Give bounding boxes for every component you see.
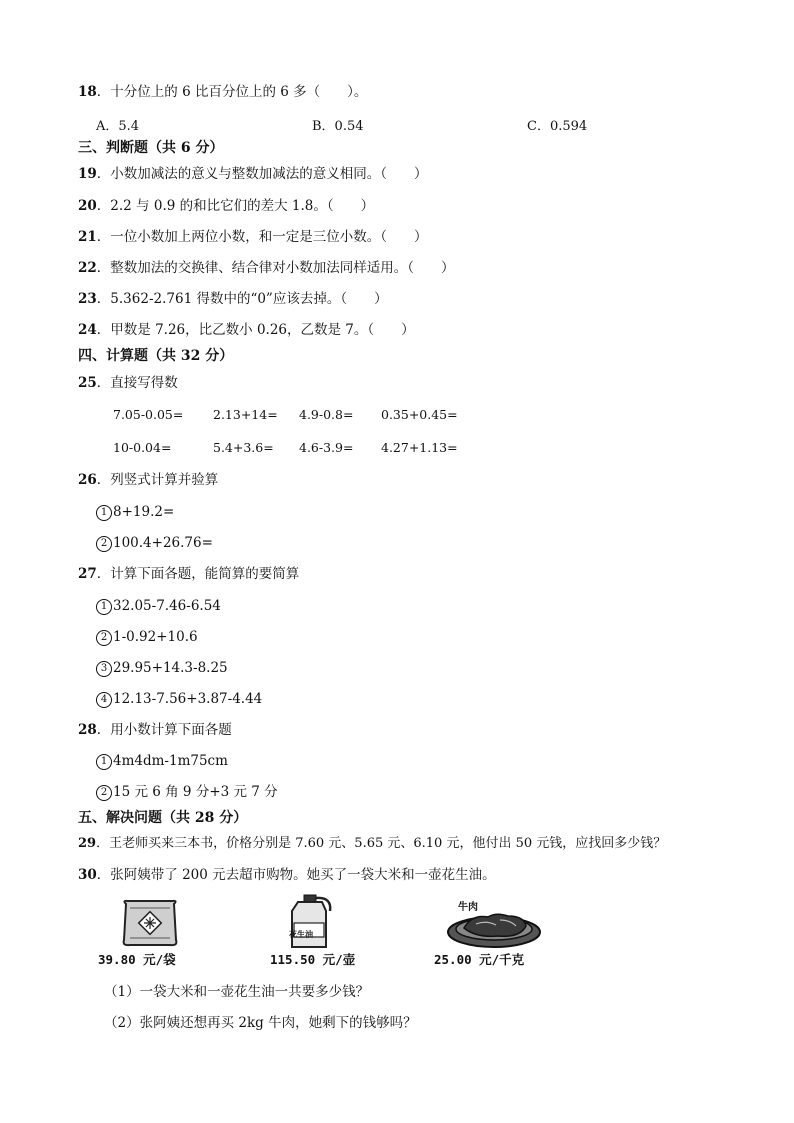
rice-bag-icon bbox=[116, 898, 184, 948]
question-30: 30．张阿姨带了 200 元去超市购物。她买了一袋大米和一壶花生油。 bbox=[78, 867, 496, 883]
question-26: 26．列竖式计算并验算 bbox=[78, 472, 219, 488]
sub-item: 1 8+19.2= bbox=[96, 503, 174, 521]
calc-item: 7.05-0.05= bbox=[113, 407, 184, 422]
calc-item: 10-0.04= bbox=[113, 440, 172, 455]
question-19: 19．小数加减法的意义与整数加减法的意义相同。（ ） bbox=[78, 166, 428, 182]
rice-price: 39.80 元/袋 bbox=[98, 952, 176, 967]
section-4-heading: 四、计算题（共 32 分） bbox=[78, 348, 234, 364]
question-21: 21．一位小数加上两位小数，和一定是三位小数。（ ） bbox=[78, 229, 428, 245]
sub-item: 2 15 元 6 角 9 分+3 元 7 分 bbox=[96, 783, 278, 801]
section-5-heading: 五、解决问题（共 28 分） bbox=[78, 810, 248, 826]
option-a: A．5.4 bbox=[96, 119, 140, 134]
circled-number: 2 bbox=[96, 630, 112, 646]
oil-label: 花生油 bbox=[289, 929, 313, 939]
option-b: B．0.54 bbox=[312, 119, 364, 134]
sub-item: 1 4m4dm-1m75cm bbox=[96, 752, 228, 770]
question-20: 20．2.2 与 0.9 的和比它们的差大 1.8。（ ） bbox=[78, 198, 375, 214]
beef-price: 25.00 元/千克 bbox=[434, 952, 525, 967]
question-18: 18．十分位上的 6 比百分位上的 6 多（ ）。 bbox=[78, 84, 368, 100]
sub-item: 3 29.95+14.3-8.25 bbox=[96, 659, 228, 677]
question-29: 29．王老师买来三本书，价格分别是 7.60 元、5.65 元、6.10 元，他付出 50 元钱，应找回多少钱？ bbox=[78, 836, 667, 851]
sub-item: 2 1-0.92+10.6 bbox=[96, 628, 198, 646]
calc-item: 4.27+1.13= bbox=[381, 440, 458, 455]
circled-number: 3 bbox=[96, 661, 112, 677]
circled-number: 4 bbox=[96, 692, 112, 708]
question-27: 27．计算下面各题，能简算的要简算 bbox=[78, 566, 300, 582]
oil-bottle-icon bbox=[282, 893, 340, 951]
calc-item: 2.13+14= bbox=[213, 407, 278, 422]
calc-item: 5.4+3.6= bbox=[213, 440, 274, 455]
question-22: 22．整数加法的交换律、结合律对小数加法同样适用。（ ） bbox=[78, 260, 455, 276]
sub-question-2: （2）张阿姨还想再买 2kg 牛肉，她剩下的钱够吗？ bbox=[104, 1015, 417, 1031]
calc-item: 4.9-0.8= bbox=[299, 407, 354, 422]
question-25: 25．直接写得数 bbox=[78, 375, 178, 391]
circled-number: 1 bbox=[96, 505, 112, 521]
circled-number: 1 bbox=[96, 754, 112, 770]
sub-item: 2 100.4+26.76= bbox=[96, 534, 213, 552]
option-c: C．0.594 bbox=[527, 119, 588, 134]
beef-label: 牛肉 bbox=[458, 902, 478, 913]
question-23: 23．5.362-2.761 得数中的“0”应该去掉。（ ） bbox=[78, 291, 388, 307]
question-28: 28．用小数计算下面各题 bbox=[78, 722, 232, 738]
sub-item: 1 32.05-7.46-6.54 bbox=[96, 597, 221, 615]
beef-plate-icon bbox=[446, 908, 542, 950]
oil-price: 115.50 元/壶 bbox=[270, 952, 356, 967]
calc-item: 0.35+0.45= bbox=[381, 407, 458, 422]
sub-item: 4 12.13-7.56+3.87-4.44 bbox=[96, 690, 262, 708]
sub-question-1: （1）一袋大米和一壶花生油一共要多少钱？ bbox=[104, 984, 370, 1000]
question-24: 24．甲数是 7.26，比乙数小 0.26，乙数是 7。（ ） bbox=[78, 322, 415, 338]
circled-number: 1 bbox=[96, 599, 112, 615]
calc-item: 4.6-3.9= bbox=[299, 440, 354, 455]
circled-number: 2 bbox=[96, 536, 112, 552]
circled-number: 2 bbox=[96, 785, 112, 801]
section-3-heading: 三、判断题（共 6 分） bbox=[78, 140, 224, 156]
